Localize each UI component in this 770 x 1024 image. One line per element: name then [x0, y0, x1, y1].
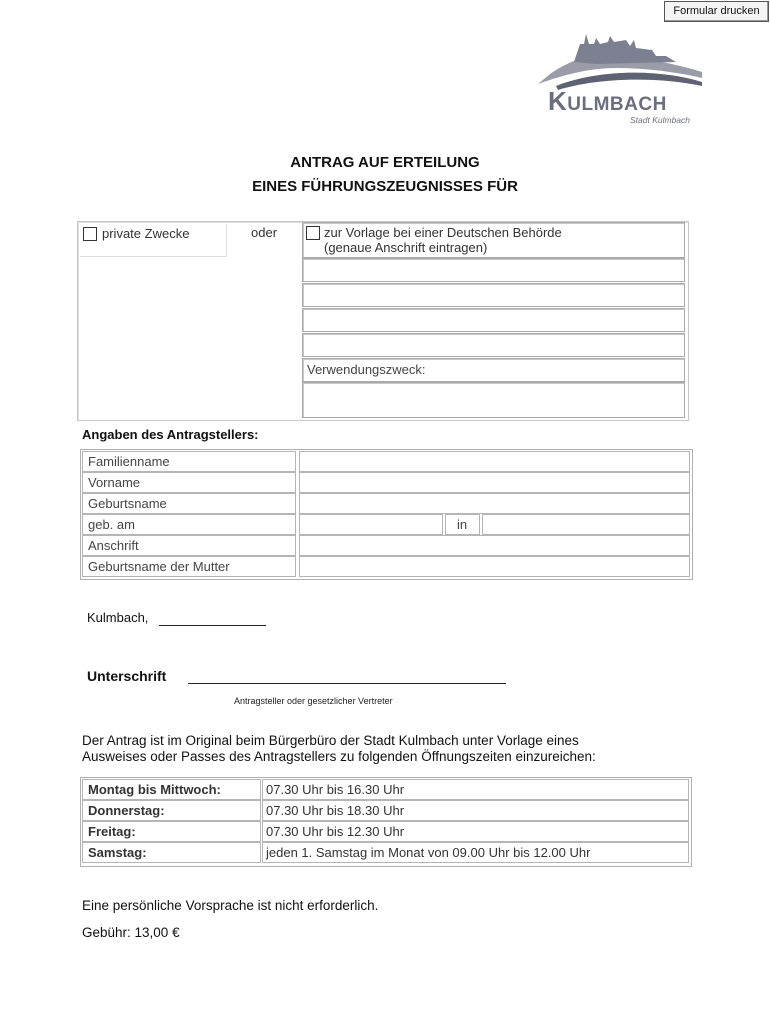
- hours-day: Montag bis Mittwoch:: [82, 779, 261, 800]
- hours-day: Donnerstag:: [82, 800, 261, 821]
- hours-day: Samstag:: [82, 842, 261, 863]
- geburtsname-input[interactable]: [299, 493, 690, 514]
- applicant-heading: Angaben des Antragstellers:: [82, 427, 259, 442]
- place-label: Kulmbach,: [87, 610, 149, 625]
- authority-address-input-4[interactable]: [302, 333, 685, 357]
- form-title-line-1: ANTRAG AUF ERTEILUNG: [290, 154, 480, 171]
- signature-line[interactable]: [188, 668, 506, 684]
- anschrift-input[interactable]: [299, 535, 690, 556]
- personal-appearance-note: Eine persönliche Vorsprache ist nicht erforderlich.: [82, 898, 379, 913]
- oder-label: oder: [251, 225, 278, 240]
- geburtsort-input[interactable]: [482, 514, 690, 535]
- logo-subtitle: Stadt Kulmbach: [630, 115, 691, 125]
- authority-label-line-2: (genaue Anschrift eintragen): [324, 240, 488, 255]
- authority-label-line-1: zur Vorlage bei einer Deutschen Behörde: [324, 225, 562, 240]
- hours-time: 07.30 Uhr bis 16.30 Uhr: [262, 779, 689, 800]
- signature-caption: Antragsteller oder gesetzlicher Vertreter: [234, 696, 393, 706]
- hours-time: 07.30 Uhr bis 18.30 Uhr: [262, 800, 689, 821]
- field-label-geburtsdatum: geb. am: [82, 514, 296, 535]
- signature-label: Unterschrift: [87, 668, 167, 684]
- field-label-familienname: Familienname: [82, 451, 296, 472]
- familienname-input[interactable]: [299, 451, 690, 472]
- logo-wordmark: KULMBACH: [548, 86, 667, 116]
- usage-label: Verwendungszweck:: [307, 362, 426, 377]
- field-label-vorname: Vorname: [82, 472, 296, 493]
- hours-day: Freitag:: [82, 821, 261, 842]
- usage-input[interactable]: [302, 382, 685, 418]
- vorname-input[interactable]: [299, 472, 690, 493]
- info-text-line-1: Der Antrag ist im Original beim Bürgerbüro der Stadt Kulmbach unter Vorlage eines: [82, 733, 579, 748]
- private-purpose-label: private Zwecke: [102, 226, 190, 241]
- hours-time: jeden 1. Samstag im Monat von 09.00 Uhr bis 12.00 Uhr: [262, 842, 689, 863]
- authority-address-input-1[interactable]: [302, 258, 685, 282]
- print-form-button[interactable]: Formular drucken: [664, 1, 769, 22]
- authority-checkbox[interactable]: [306, 226, 320, 240]
- geburtsdatum-input[interactable]: [299, 514, 443, 535]
- private-purpose-checkbox[interactable]: [83, 227, 97, 241]
- form-title-line-2: EINES FÜHRUNGSZEUGNISSES FÜR: [252, 178, 518, 195]
- field-label-geburtsname-mutter: Geburtsname der Mutter: [82, 556, 296, 577]
- authority-address-input-2[interactable]: [302, 283, 685, 307]
- date-line[interactable]: [159, 610, 266, 626]
- authority-address-input-3[interactable]: [302, 308, 685, 332]
- fee-label: Gebühr: 13,00 €: [82, 925, 180, 940]
- info-text-line-2: Ausweises oder Passes des Antragstellers zu folgenden Öffnungszeiten einzureichen:: [82, 749, 596, 764]
- field-label-anschrift: Anschrift: [82, 535, 296, 556]
- hours-time: 07.30 Uhr bis 12.30 Uhr: [262, 821, 689, 842]
- birthplace-in-label: in: [445, 514, 480, 535]
- geburtsname-mutter-input[interactable]: [299, 556, 690, 577]
- field-label-geburtsname: Geburtsname: [82, 493, 296, 514]
